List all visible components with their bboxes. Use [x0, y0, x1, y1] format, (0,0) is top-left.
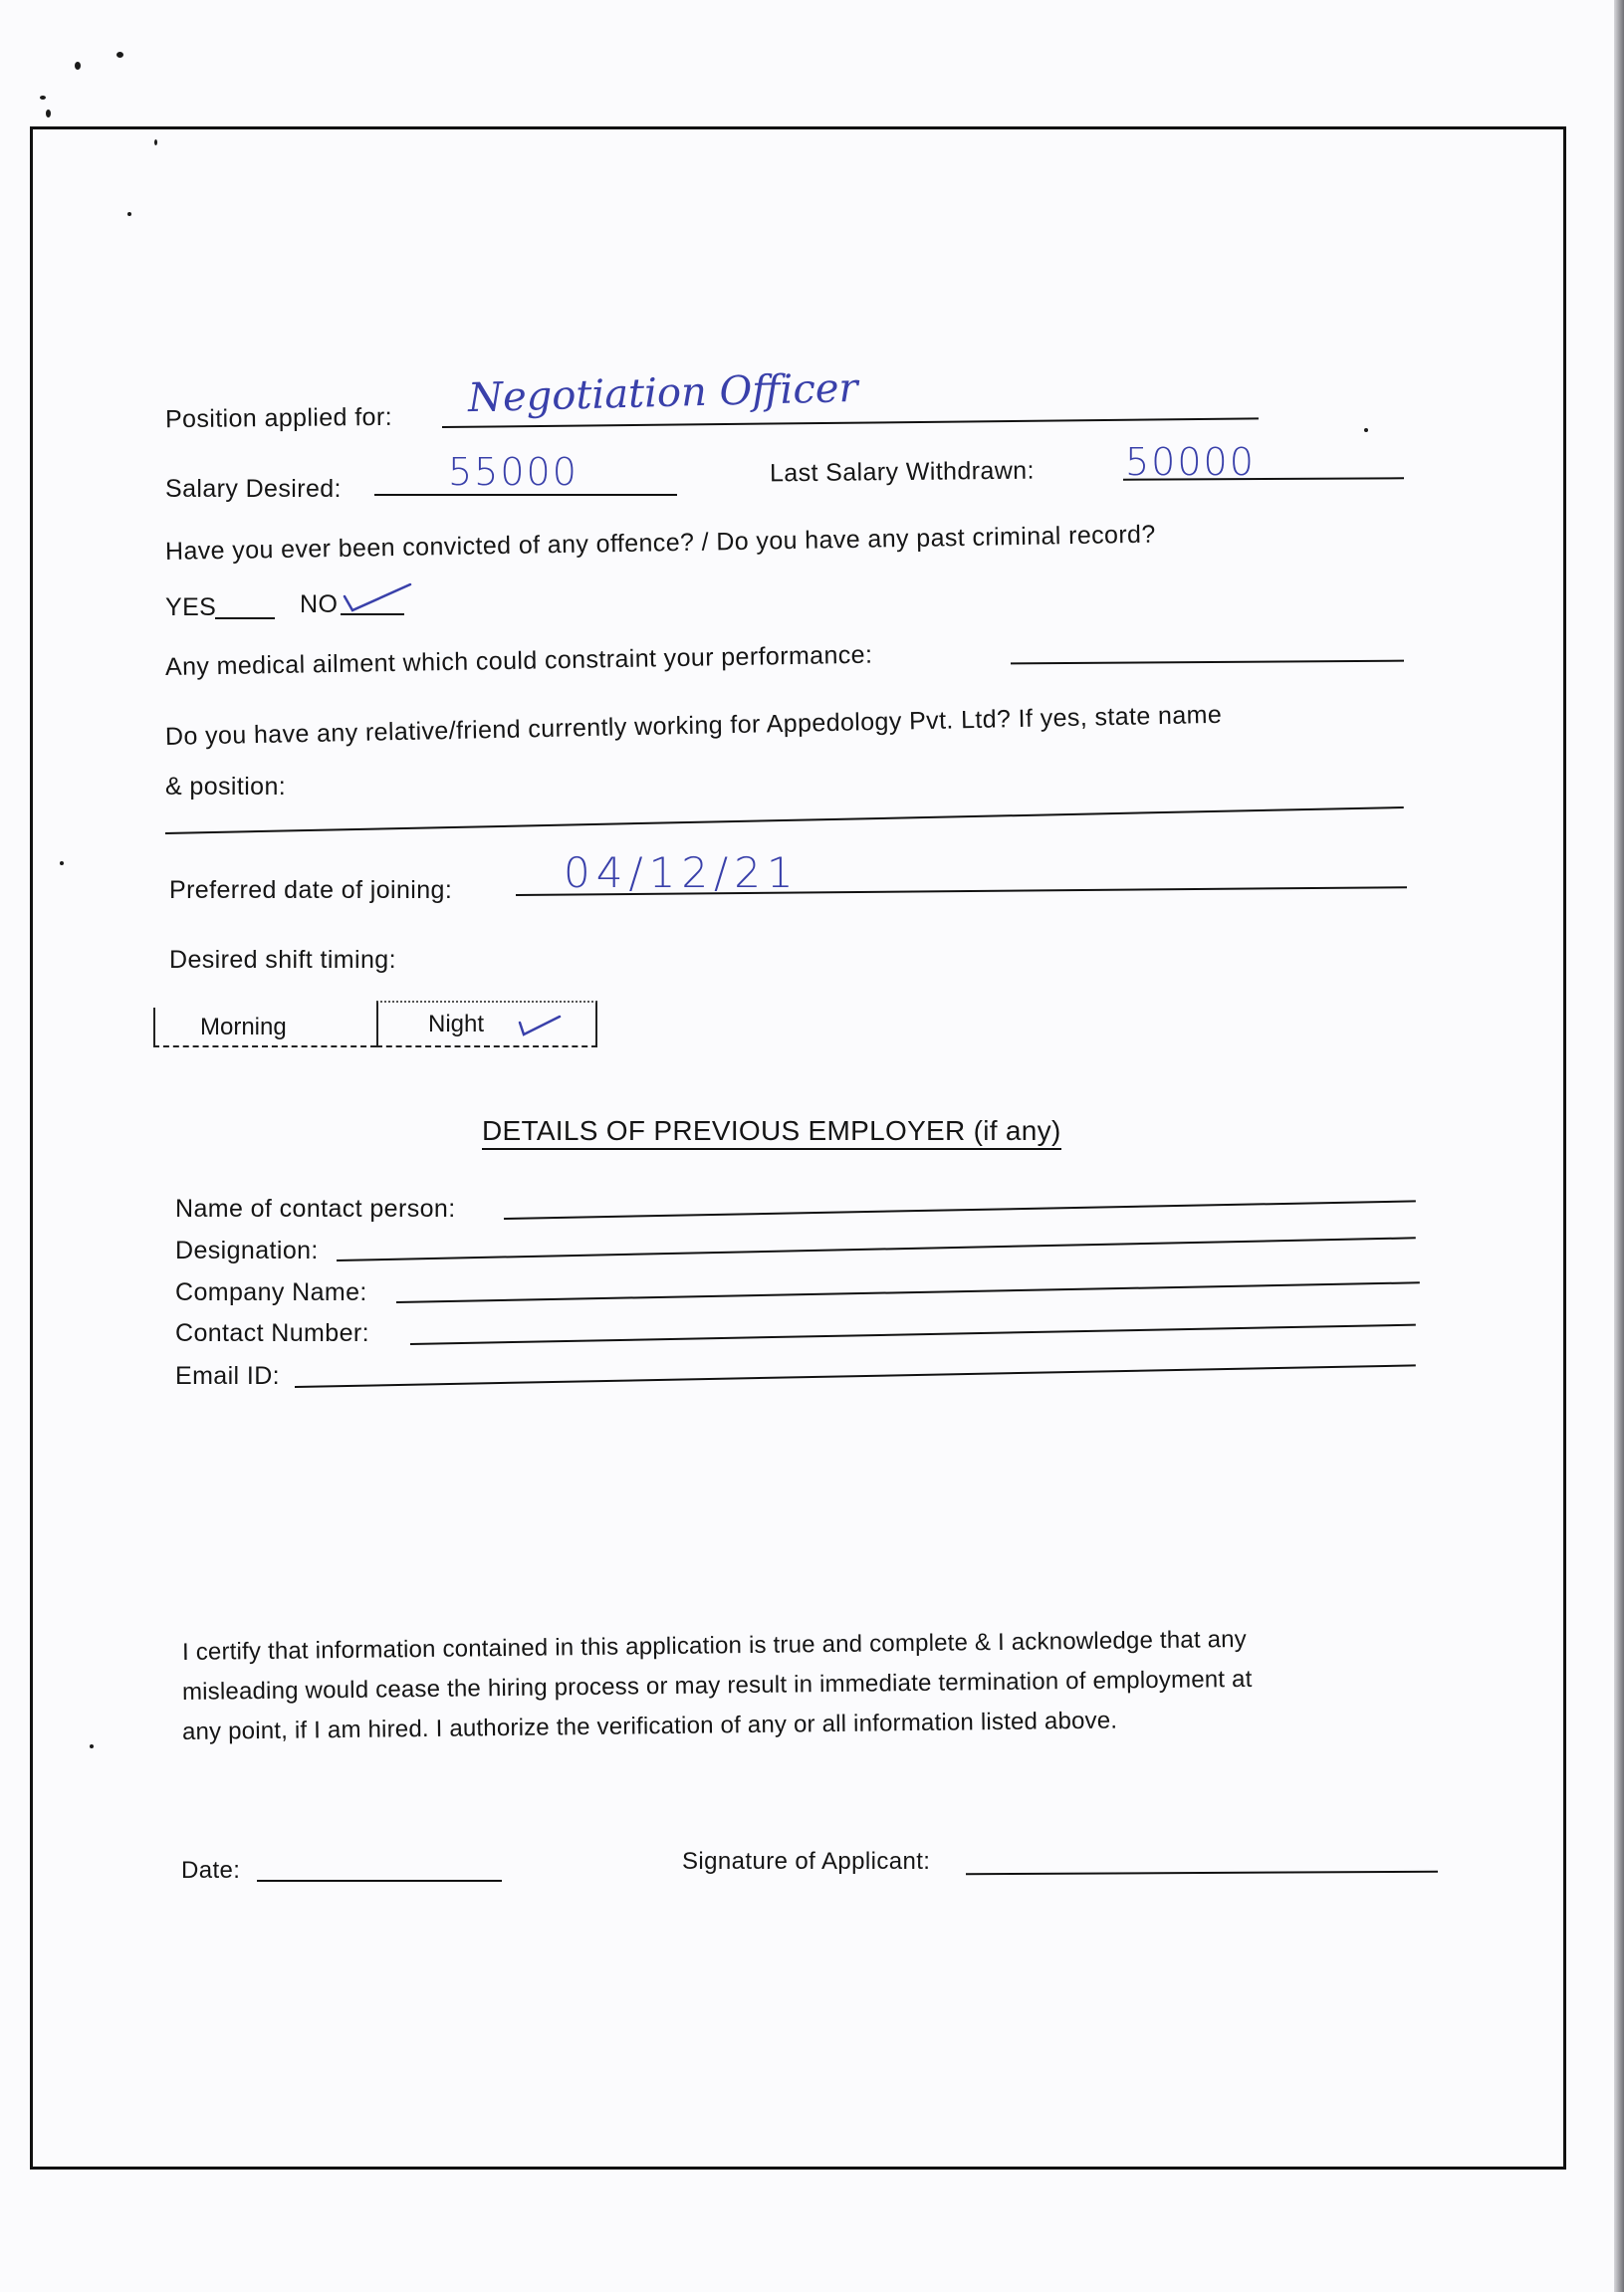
last-salary-label: Last Salary Withdrawn: [769, 456, 1035, 488]
conviction-no-blank[interactable] [341, 613, 404, 615]
shift-option-night[interactable] [376, 1001, 597, 1047]
scan-speck [116, 52, 123, 58]
shift-label: Desired shift timing: [169, 946, 396, 974]
scan-speck [46, 110, 51, 117]
previous-employer-heading: DETAILS OF PREVIOUS EMPLOYER (if any) [482, 1115, 1061, 1150]
joining-date-value[interactable]: 04/12/21 [564, 848, 800, 897]
salary-desired-label: Salary Desired: [165, 475, 342, 503]
date-input-line[interactable] [257, 1880, 502, 1882]
date-label: Date: [181, 1857, 241, 1884]
contact-person-label: Name of contact person: [175, 1195, 456, 1223]
signature-label: Signature of Applicant: [682, 1848, 931, 1875]
scan-speck [40, 96, 46, 100]
joining-date-label: Preferred date of joining: [169, 876, 453, 904]
shift-option-night-label: Night [428, 1011, 485, 1037]
conviction-question: Have you ever been convicted of any offence? / Do you have any past criminal record? [164, 520, 1156, 566]
position-label: Position applied for: [164, 402, 393, 434]
shift-option-morning[interactable] [153, 1008, 376, 1047]
position-value[interactable]: Negotiation Officer [467, 364, 859, 422]
salary-desired-input-line[interactable] [374, 494, 677, 496]
declaration-line-3: any point, if I am hired. I authorize the verification of any or all information listed above. [181, 1707, 1118, 1745]
last-salary-value[interactable]: 50000 [1125, 440, 1256, 484]
declaration-line-1: I certify that information contained in this application is true and complete & I acknowledge that any [181, 1625, 1248, 1666]
scan-speck [75, 62, 81, 70]
medical-label: Any medical ailment which could constraint your performance: [164, 640, 873, 681]
contact-number-label: Contact Number: [175, 1319, 369, 1347]
conviction-no-checkmark-icon[interactable] [343, 582, 412, 612]
salary-desired-value[interactable]: 55000 [448, 450, 579, 494]
conviction-no-label: NO [300, 590, 339, 618]
declaration-line-2: misleading would cease the hiring process or may result in immediate termination of employment at [181, 1665, 1253, 1706]
relative-label-line1: Do you have any relative/friend currently working for Appedology Pvt. Ltd? If yes, state name [164, 700, 1223, 751]
company-name-label: Company Name: [175, 1278, 367, 1306]
conviction-yes-label: YES [165, 593, 217, 621]
conviction-yes-blank[interactable] [215, 617, 275, 619]
email-label: Email ID: [175, 1362, 281, 1390]
scan-edge [1614, 0, 1624, 2292]
designation-label: Designation: [175, 1237, 319, 1264]
relative-label-line2: & position: [165, 773, 287, 801]
shift-option-morning-label: Morning [200, 1014, 287, 1040]
shift-night-checkmark-icon [518, 1015, 562, 1036]
